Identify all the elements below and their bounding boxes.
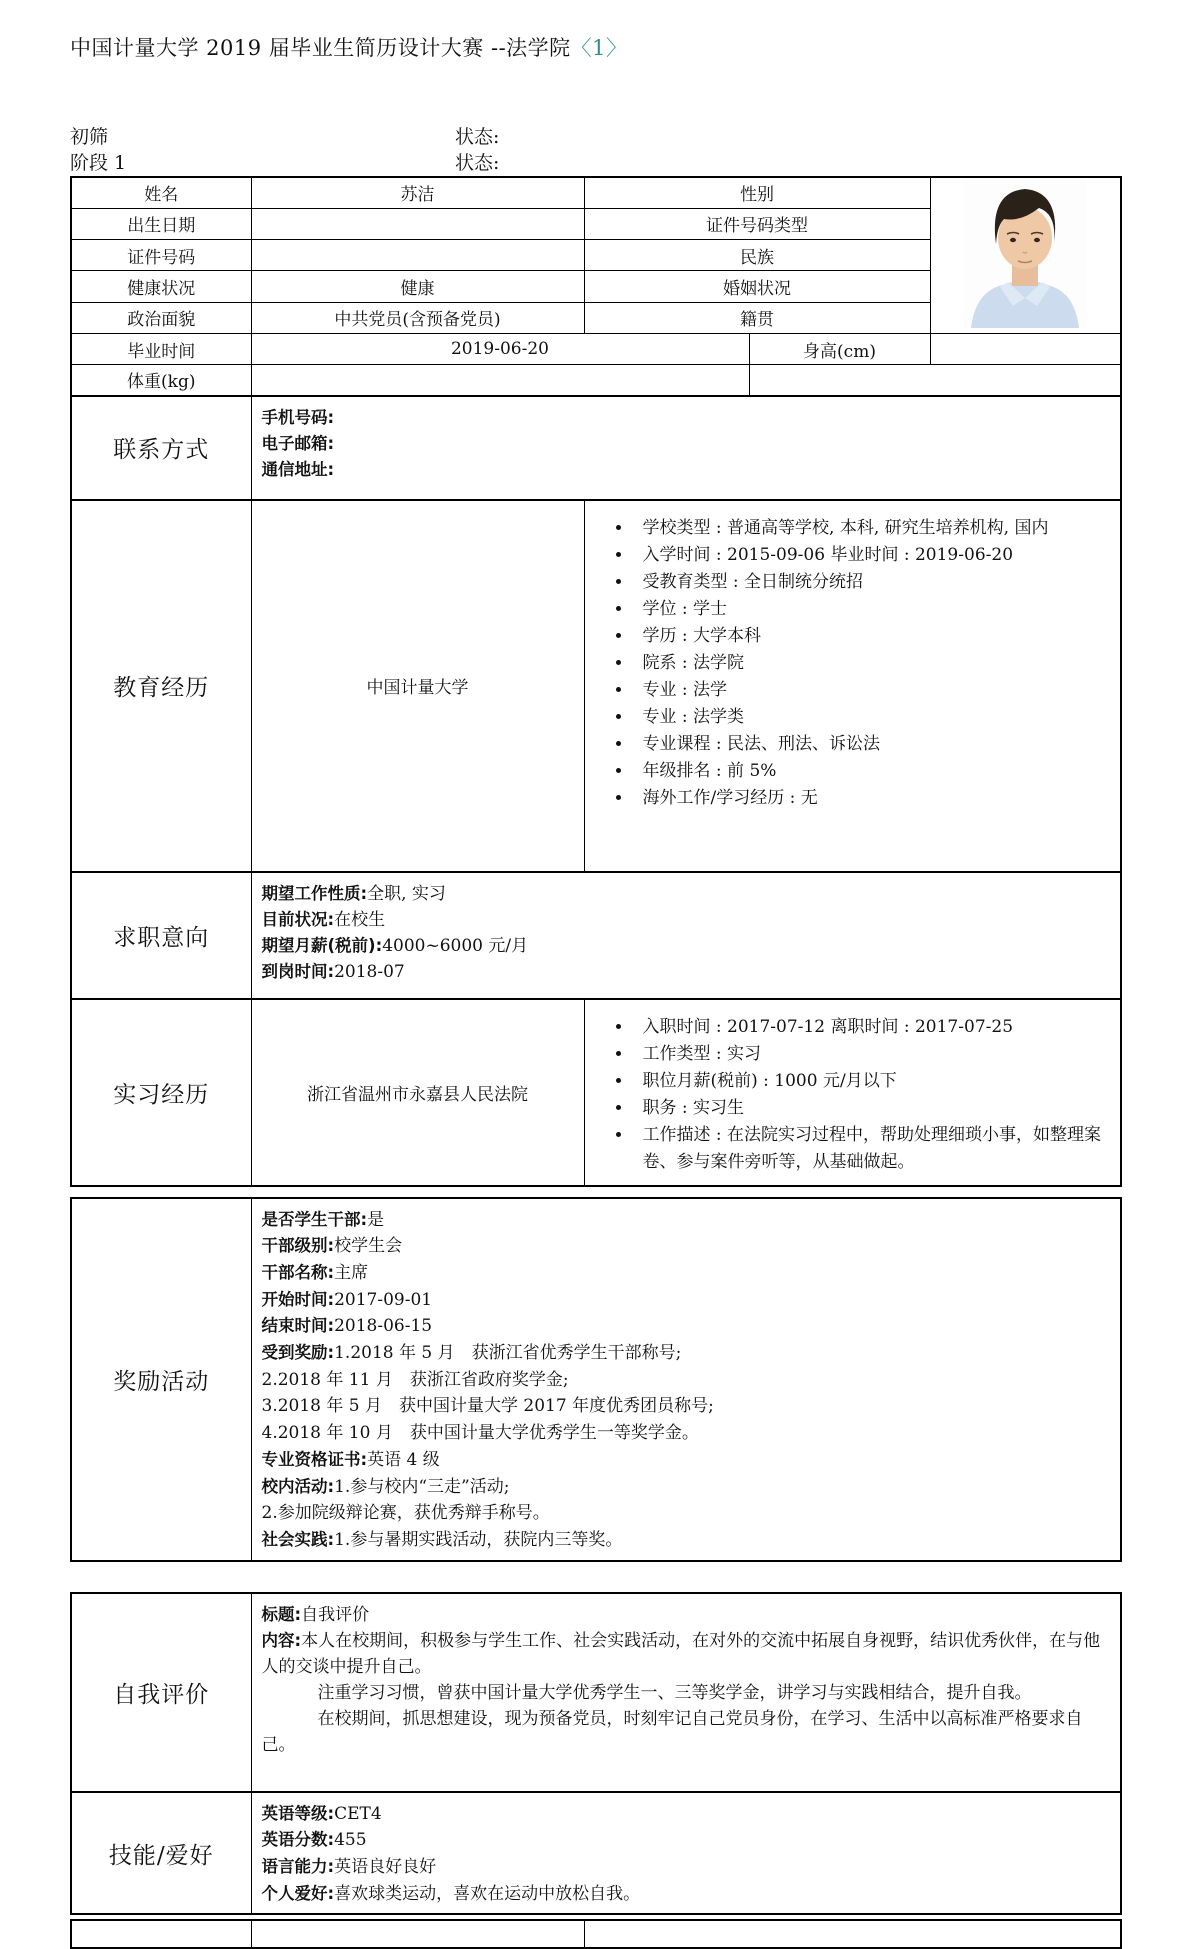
stub-cell xyxy=(584,1920,1121,1948)
list-item: • 工作类型 : 实习 xyxy=(633,1041,1105,1068)
awards-content xyxy=(251,1198,1121,1561)
selfeval-title-text: 自我评价 xyxy=(301,1604,370,1625)
awards-line xyxy=(262,1420,1111,1447)
selfeval-paragraph-text: 本人在校期间，积极参与学生工作、社会实践活动，在对外的交流中拓展自身视野，结识优秀伙伴，在与他人的交谈中提升自己。 xyxy=(261,1630,1101,1677)
list-item: • 专业课程 : 民法、刑法、诉讼法 xyxy=(633,731,1105,758)
awards-line-label: 干部级别: xyxy=(261,1236,335,1256)
contact-line xyxy=(262,431,1111,457)
field-label-weight: 体重(kg) xyxy=(71,365,251,396)
skills-line xyxy=(262,1881,1111,1908)
stub-cell xyxy=(71,1920,251,1948)
field-value-name: 苏洁 xyxy=(251,177,584,208)
awards-line-text: 1.参与校内“三走”活动; xyxy=(334,1476,510,1497)
section-label-jobseek: 求职意向 xyxy=(71,872,251,999)
jobseek-salary-value: 4000~6000 元/月 xyxy=(382,935,529,956)
skills-line xyxy=(262,1827,1111,1854)
skills-english-score-label: 英语分数: xyxy=(261,1830,335,1850)
screening-block xyxy=(70,124,1120,176)
field-value-height xyxy=(930,334,1121,365)
jobseek-line xyxy=(262,959,1111,985)
awards-line xyxy=(262,1313,1111,1340)
skills-english-score-value: 455 xyxy=(334,1830,367,1851)
awards-line xyxy=(262,1500,1111,1527)
education-school: 中国计量大学 xyxy=(251,500,584,872)
selfeval-paragraph-text: 在校期间，抓思想建设，现为预备党员，时刻牢记自己党员身份，在学习、生活中以高标准严格要求自己。 xyxy=(261,1708,1083,1755)
jobseek-worktype-value: 全职, 实习 xyxy=(367,883,446,904)
contact-content xyxy=(251,396,1121,500)
list-item: • 工作描述 : 在法院实习过程中，帮助处理细琐小事，如整理案卷、参与案件旁听等，从基础做起。 xyxy=(633,1122,1105,1176)
awards-line xyxy=(262,1447,1111,1474)
section-label-contact: 联系方式 xyxy=(71,396,251,500)
awards-line-label: 干部名称: xyxy=(261,1262,335,1282)
section-label-internship: 实习经历 xyxy=(71,999,251,1186)
field-label-id-number: 证件号码 xyxy=(71,240,251,271)
internship-company: 浙江省温州市永嘉县人民法院 xyxy=(251,999,584,1186)
skills-english-level-value: CET4 xyxy=(334,1803,382,1824)
field-label-hometown: 籍贯 xyxy=(584,302,930,333)
list-item: • 入学时间 : 2015-09-06 毕业时间 : 2019-06-20 xyxy=(633,542,1105,569)
jobseek-starttime-label: 到岗时间: xyxy=(261,961,335,981)
skills-line xyxy=(262,1801,1111,1828)
contact-email-label: 电子邮箱: xyxy=(261,433,335,453)
selfeval-skills-table xyxy=(70,1592,1122,1916)
jobseek-status-value: 在校生 xyxy=(334,909,386,930)
field-value-birthdate xyxy=(251,208,584,239)
selfeval-paragraph-text: 注重学习习惯，曾获中国计量大学优秀学生一、三等奖学金，讲学习与实践相结合，提升自我。 xyxy=(317,1682,1032,1703)
field-label-gender: 性别 xyxy=(584,177,930,208)
selfeval-paragraph xyxy=(262,1628,1111,1680)
field-label-birthdate: 出生日期 xyxy=(71,208,251,239)
selfeval-section-row xyxy=(71,1593,1121,1792)
list-item: • 职务 : 实习生 xyxy=(633,1095,1105,1122)
awards-line-label: 结束时间: xyxy=(261,1316,335,1336)
field-value-health: 健康 xyxy=(251,271,584,302)
selfeval-content xyxy=(251,1593,1121,1792)
awards-line-label: 专业资格证书: xyxy=(261,1449,368,1469)
page-title xyxy=(70,32,1120,62)
awards-line-text: 1.2018 年 5 月 获浙江省优秀学生干部称号; xyxy=(334,1343,682,1364)
contact-section-row xyxy=(71,396,1121,500)
resume-main-table xyxy=(70,176,1122,1187)
page-title-main: 中国计量大学 2019 届毕业生简历设计大赛 --法学院 xyxy=(70,36,571,60)
field-label-graduation: 毕业时间 xyxy=(71,334,251,365)
field-label-marital: 婚姻状况 xyxy=(584,271,930,302)
awards-line-text: 1.参与暑期实践活动，获院内三等奖。 xyxy=(334,1529,623,1550)
list-item: • 学校类型 : 普通高等学校, 本科, 研究生培养机构, 国内 xyxy=(633,515,1105,542)
portrait-photo xyxy=(930,177,1121,334)
internship-bullet-list xyxy=(595,1010,1111,1176)
awards-line-text: 2018-06-15 xyxy=(334,1316,433,1337)
awards-line-label: 校内活动: xyxy=(261,1476,335,1496)
list-item: • 学位 : 学士 xyxy=(633,596,1105,623)
jobseek-content xyxy=(251,872,1121,999)
awards-line xyxy=(262,1207,1111,1234)
field-value-empty xyxy=(749,365,1121,396)
education-details xyxy=(584,500,1121,872)
contact-phone-label: 手机号码: xyxy=(261,407,335,427)
education-bullet-list xyxy=(595,511,1111,812)
awards-line xyxy=(262,1287,1111,1314)
awards-table xyxy=(70,1197,1122,1562)
awards-line-text: 2.参加院级辩论赛，获优秀辩手称号。 xyxy=(261,1503,550,1524)
awards-line-text: 校学生会 xyxy=(334,1236,403,1257)
awards-line-label: 是否学生干部: xyxy=(261,1209,368,1229)
screening-round-1-label: 初筛 xyxy=(70,126,109,148)
skills-content xyxy=(251,1792,1121,1915)
contact-line xyxy=(262,457,1111,483)
awards-line xyxy=(262,1527,1111,1554)
section-label-awards: 奖励活动 xyxy=(71,1198,251,1561)
jobseek-starttime-value: 2018-07 xyxy=(334,961,405,982)
field-label-ethnicity: 民族 xyxy=(584,240,930,271)
jobseek-salary-label: 期望月薪(税前): xyxy=(261,935,383,955)
selfeval-content-label: 内容: xyxy=(261,1630,302,1650)
table-row xyxy=(71,177,1121,208)
field-label-id-type: 证件号码类型 xyxy=(584,208,930,239)
list-item: • 专业 : 法学 xyxy=(633,677,1105,704)
skills-english-level-label: 英语等级: xyxy=(261,1803,335,1823)
field-label-name: 姓名 xyxy=(71,177,251,208)
next-section-table-cutoff xyxy=(70,1919,1122,1949)
internship-section-row xyxy=(71,999,1121,1186)
jobseek-section-row xyxy=(71,872,1121,999)
education-section-row xyxy=(71,500,1121,872)
awards-line-label: 社会实践: xyxy=(261,1529,335,1549)
skills-line xyxy=(262,1854,1111,1881)
list-item: • 职位月薪(税前) : 1000 元/月以下 xyxy=(633,1068,1105,1095)
list-item: • 院系 : 法学院 xyxy=(633,650,1105,677)
jobseek-worktype-label: 期望工作性质: xyxy=(261,883,368,903)
portrait-photo-image xyxy=(963,178,1087,328)
awards-line xyxy=(262,1340,1111,1367)
screening-round-2-label: 阶段 1 xyxy=(70,152,127,174)
jobseek-line xyxy=(262,881,1111,907)
jobseek-status-label: 目前状况: xyxy=(261,909,335,929)
table-row xyxy=(71,365,1121,396)
awards-line xyxy=(262,1260,1111,1287)
list-item: • 学历 : 大学本科 xyxy=(633,623,1105,650)
awards-line-text: 是 xyxy=(367,1209,385,1230)
resume-page xyxy=(70,32,1120,1949)
jobseek-line xyxy=(262,907,1111,933)
awards-line-text: 3.2018 年 5 月 获中国计量大学 2017 年度优秀团员称号; xyxy=(261,1396,714,1417)
awards-line-text: 主席 xyxy=(334,1262,369,1283)
screening-round-2-status: 状态: xyxy=(455,152,500,174)
contact-address-label: 通信地址: xyxy=(261,459,335,479)
section-label-selfeval: 自我评价 xyxy=(71,1593,251,1792)
field-value-weight xyxy=(251,365,749,396)
list-item: • 受教育类型 : 全日制统分统招 xyxy=(633,569,1105,596)
screening-round-2 xyxy=(70,150,1120,176)
awards-line-label: 开始时间: xyxy=(261,1289,335,1309)
skills-language-label: 语言能力: xyxy=(261,1857,335,1877)
awards-line-text: 2017-09-01 xyxy=(334,1289,433,1310)
awards-line-label: 受到奖励: xyxy=(261,1343,335,1363)
field-value-political: 中共党员(含预备党员) xyxy=(251,302,584,333)
list-item: • 专业 : 法学类 xyxy=(633,704,1105,731)
awards-line-text: 2.2018 年 11 月 获浙江省政府奖学金; xyxy=(261,1369,569,1390)
page-title-suffix: 〈1〉 xyxy=(570,36,628,60)
field-label-health: 健康状况 xyxy=(71,271,251,302)
awards-line-text: 4.2018 年 10 月 获中国计量大学优秀学生一等奖学金。 xyxy=(261,1423,699,1444)
selfeval-title-line xyxy=(262,1602,1111,1628)
awards-line xyxy=(262,1393,1111,1420)
screening-round-1 xyxy=(70,124,1120,150)
stub-cell xyxy=(251,1920,584,1948)
contact-line xyxy=(262,405,1111,431)
section-label-skills: 技能/爱好 xyxy=(71,1792,251,1915)
jobseek-line xyxy=(262,933,1111,959)
list-item: • 年级排名 : 前 5% xyxy=(633,758,1105,785)
list-item: • 海外工作/学习经历 : 无 xyxy=(633,785,1105,812)
awards-line xyxy=(262,1367,1111,1394)
table-row xyxy=(71,334,1121,365)
table-row xyxy=(71,1920,1121,1948)
skills-section-row xyxy=(71,1792,1121,1915)
field-value-id-number xyxy=(251,240,584,271)
skills-language-value: 英语良好良好 xyxy=(334,1857,437,1878)
list-item: • 入职时间 : 2017-07-12 离职时间 : 2017-07-25 xyxy=(633,1014,1105,1041)
awards-line xyxy=(262,1474,1111,1501)
screening-round-1-status: 状态: xyxy=(455,126,500,148)
selfeval-paragraph xyxy=(262,1680,1111,1706)
skills-hobby-value: 喜欢球类运动，喜欢在运动中放松自我。 xyxy=(334,1883,641,1904)
field-label-height: 身高(cm) xyxy=(749,334,930,365)
section-label-education: 教育经历 xyxy=(71,500,251,872)
selfeval-paragraph xyxy=(262,1706,1111,1758)
awards-line-text: 英语 4 级 xyxy=(367,1449,440,1470)
skills-hobby-label: 个人爱好: xyxy=(261,1883,335,1903)
awards-line xyxy=(262,1233,1111,1260)
internship-details xyxy=(584,999,1121,1186)
field-label-political: 政治面貌 xyxy=(71,302,251,333)
awards-section-row xyxy=(71,1198,1121,1561)
selfeval-title-label: 标题: xyxy=(261,1604,302,1624)
field-value-graduation: 2019-06-20 xyxy=(251,334,749,365)
